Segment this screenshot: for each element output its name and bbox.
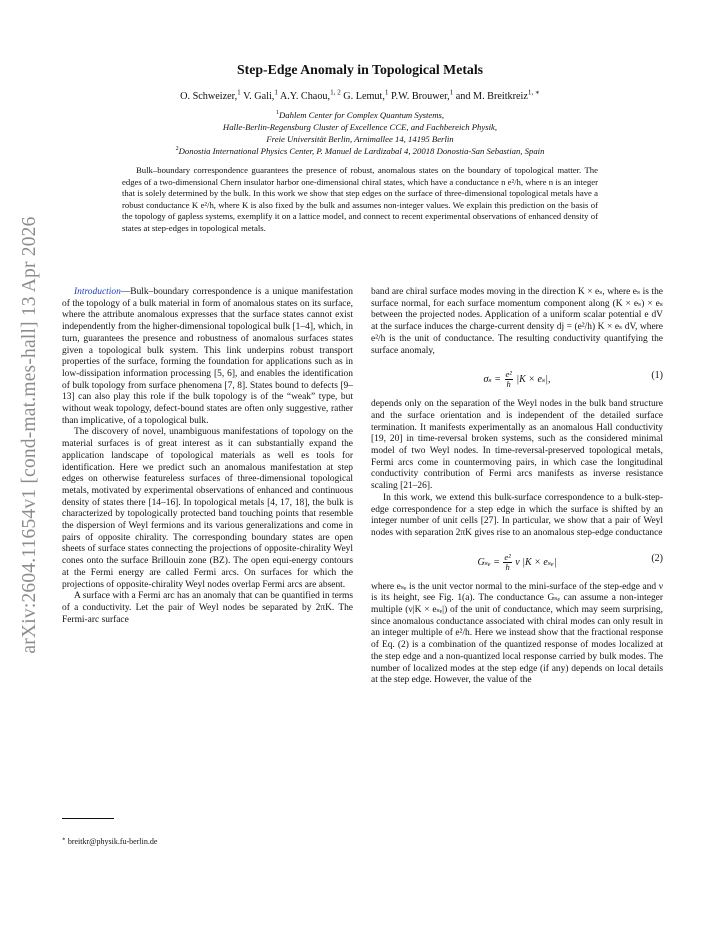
abstract: Bulk–boundary correspondence guarantees the presence of robust, anomalous states on the boundary of topological matter. The edges of a two-dimensional Chern insulator harbor one-dimensional chiral states, which have a conductance n e²/h, where n is an integer that is solely determined by the bulk. In this work we show that step edges on the surface of three-dimensional topological metals have a robust conductance K e²/h, where K is also fixed by the bulk and assumes non-integer values. We explain this prediction on the basis of the topology of gapless systems, exemplify it on a lattice model, and connect to recent experimental observations of enhanced density of states at step-edges in topological metals. [122,165,598,233]
equation-1: σₛ = $\frac{\text{e²}}{h}$ |K × eₛ|, (1) [483,369,663,390]
section-heading-introduction: Introduction [74,287,121,297]
paragraph: In this work, we extend this bulk-surface correspondence to a bulk-step-edge correspondence for a step edge in which the surface is shifted by an integer number of unit cells [27]. In particular, we show that a pair of Weyl nodes with separation 2πK gives rise to an anomalous step-edge conductance [371,492,663,538]
paragraph: The discovery of novel, unambiguous manifestations of topology on the material surfaces is of great interest as it can substantially expand the application landscape of topological materials as well es tools for identification. Here we predict such an anomalous manifestation at step edges on otherwise featureless surfaces of three-dimensional topological metals, motivated by experimental observations of enhanced and continuous density of states there [14–16]. In topological metals [4, 17, 18], the bulk is characterized by topologically protected band touching points that resemble the dispersion of Weyl fermions and its various generalizations and come in pairs of opposite chirality. The corresponding boundary states are open sheets of surface states connecting the projections of opposite-chirality Weyl cones onto the surface Brillouin zone (BZ). The open equi-energy contours at the Fermi energy are called Fermi arcs. On surfaces for which the projections of opposite-chirality Weyl nodes overlap Fermi arcs are absent. [62,427,353,590]
author: O. Schweizer,$^1$ [180,88,241,102]
affiliation-line: $^2$Donostia International Physics Center, P. Manuel de Lardizabal 4, 20018 Donostia-San Sebastian, Spain [175,146,545,156]
paragraph: where eₛₑ is the unit vector normal to the mini-surface of the step-edge and ν is its height, see Fig. 1(a). The conductance Gₛₑ can assume a non-integer multiple (ν|K × eₛₑ|) of the unit of conductance, which may seem surprising, since anomalous conductance associated with chiral modes can only result in an integer multiple of e²/h. Here we instead show that the fractional response of Eq. (2) is a combination of the quantized response of modes localized at the step edge and a non-quantized local response carried by bulk modes. The number of localized modes at the step edge (if any) depends on local details at the step edge. However, the value of the [371,581,663,686]
author: A.Y. Chaou,$^{1, 2}$ [279,88,341,102]
footnote: ∗ breitkr@physik.fu-berlin.de [62,836,158,846]
fraction: $\frac{\text{e²}}{h}$ [504,551,511,572]
author: V. Gali,$^1$ [243,88,278,102]
author-list [0,88,720,102]
paragraph: depends only on the separation of the Weyl nodes in the bulk band structure and the surface orientation and is independent of the detailed surface termination. It manifests experimentally as an anomalous Hall conductivity [19, 20] in time-reversal broken systems, such as the considered minimal model of two Weyl nodes. In time-reversal-preserved topological metals, Fermi arcs come in countermoving pairs, in which case the longitudinal conductivity contribution of Fermi arcs manifests as inverse resistance scaling [21–26]. [371,399,663,492]
affiliation-line: Freie Universität Berlin, Arnimallee 14, 14195 Berlin [266,134,454,144]
right-column [371,287,663,687]
author: and M. Breitkreiz$^{1, ∗}$ [455,88,540,102]
author: G. Lemut,$^1$ [343,88,389,102]
paragraph: Introduction—Bulk–boundary correspondence is a unique manifestation of the topology of a bulk material in form of anomalous states on its surface, where the attribute anomalous expresses that the surface states cannot exist independently from the higher-dimensional topological bulk [1–4], which, in turn, guarantees the presence and robustness of anomalous surfaces states given a topological bulk system. This link underpins robust transport properties of the surface, forming the foundation for applications such as in low-dissipation information processing [5, 6], and enables the identification of bulk topology from surface phenomena [7, 8]. States bound to defects [9–13] can also play this role if the bulk topology is of the “weak” type, but without weak topology, defect-bound states are often only suggestive, rather than implicative, of a topological bulk. [62,287,353,426]
author-email-link[interactable]: breitkr@physik.fu-berlin.de [67,837,158,846]
equation-2: Gₛₑ = $\frac{\text{e²}}{h}$ ν |K × eₛₑ| (2) [477,551,663,572]
author: P.W. Brouwer,$^1$ [391,88,454,102]
affiliation-line: $^1$Dahlem Center for Complex Quantum Systems, [275,110,445,120]
arxiv-identifier: arXiv:2604.11654v1 [cond-mat.mes-hall] 13 Apr 2026 [19,216,40,654]
footnote-rule [62,818,114,819]
paragraph: A surface with a Fermi arc has an anomaly that can be quantified in terms of a conductivity. Let the pair of Weyl nodes be separated by 2πK. The Fermi-arc surface [62,591,353,625]
left-column [62,287,353,626]
fraction: $\frac{\text{e²}}{h}$ [505,369,512,390]
equation-number: (1) [651,370,663,382]
equation-number: (2) [651,552,663,564]
affiliation-line: Halle-Berlin-Regensburg Cluster of Excellence CCE, and Fachbereich Physik, [222,122,498,132]
paragraph: band are chiral surface modes moving in the direction K × eₛ, where eₛ is the surface normal, for each surface momentum component along (K × eₛ) × eₛ between the projected nodes. Application of a uniform scalar potential e dV at the surface induces the charge-current density dj = (e²/h) K × eₛ dV, where e²/h is the unit of conductance. The resulting conductivity quantifying the surface anomaly, [371,287,663,356]
paper-title: Step-Edge Anomaly in Topological Metals [236,62,484,77]
arxiv-sidebar-stamp [10,200,50,670]
